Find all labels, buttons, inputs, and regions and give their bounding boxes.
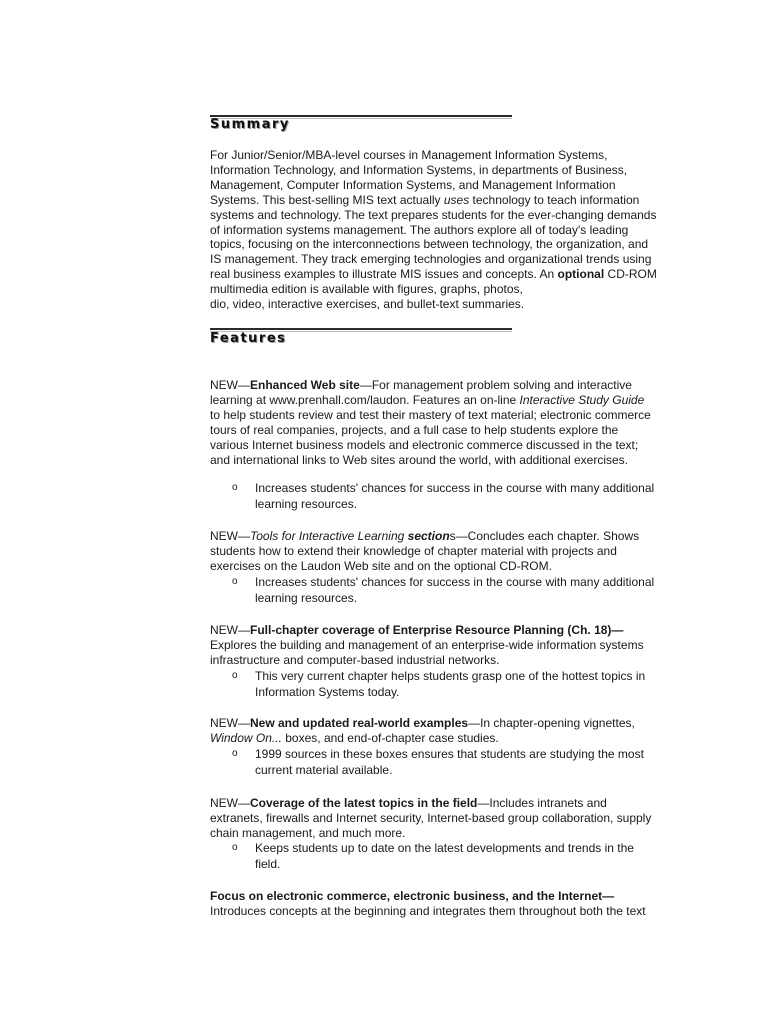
feature-paragraph-web-site bbox=[210, 378, 682, 467]
text-line: Window On... boxes, and end-of-chapter case studies. bbox=[210, 730, 499, 745]
bullet-text-line: This very current chapter helps students grasp one of the hottest topics in bbox=[255, 669, 646, 683]
bullet-marker: o bbox=[232, 576, 238, 587]
bullet-text bbox=[255, 480, 680, 512]
text-line: infrastructure and computer-based industrial networks. bbox=[210, 652, 500, 667]
text-line: NEW—Coverage of the latest topics in the field—Includes intranets and bbox=[210, 796, 607, 810]
text-line: IS management. They track emerging technologies and organizational trends using bbox=[210, 252, 652, 267]
bullet-text-line: Information Systems today. bbox=[255, 685, 400, 699]
text-line: and international links to Web sites around the world, with additional exercises. bbox=[210, 452, 629, 467]
feature-paragraph-interactive-learning bbox=[210, 529, 682, 574]
bullet-text-line: 1999 sources in these boxes ensures that students are studying the most bbox=[255, 747, 644, 761]
bullet-text-line: Increases students' chances for success in the course with many additional bbox=[255, 575, 655, 589]
feature-paragraph-e-commerce bbox=[210, 889, 682, 919]
text-line: exercises on the Laudon Web site and on the optional CD-ROM. bbox=[210, 558, 552, 573]
text-line: Explores the building and management of an enterprise-wide information systems bbox=[210, 637, 644, 652]
bullet-text-line: field. bbox=[255, 857, 281, 871]
bullet-marker: o bbox=[232, 842, 238, 853]
summary-heading: Summary bbox=[210, 117, 290, 132]
text-line: NEW—Full-chapter coverage of Enterprise Resource Planning (Ch. 18)— bbox=[210, 623, 624, 637]
features-heading: Features bbox=[210, 331, 287, 346]
text-line: of information systems management. The authors explore all of today's leading bbox=[210, 222, 629, 237]
bullet-text bbox=[255, 668, 680, 700]
bullet-text-line: Keeps students up to date on the latest developments and trends in the bbox=[255, 841, 634, 855]
bullet-text bbox=[255, 840, 680, 872]
text-line: to help students review and test their mastery of text material; electronic commerce bbox=[210, 407, 651, 422]
text-line: NEW—New and updated real-world examples—In chapter-opening vignettes, bbox=[210, 716, 635, 730]
text-line: Introduces concepts at the beginning and integrates them throughout both the text bbox=[210, 903, 646, 918]
text-line: multimedia edition is available with figures, graphs, photos, bbox=[210, 282, 523, 297]
text-line: systems and technology. The text prepares students for the ever-changing demands bbox=[210, 207, 657, 222]
text-line: tours of real companies, projects, and a full case to help students explore the bbox=[210, 422, 619, 437]
feature-paragraph-erp bbox=[210, 623, 682, 668]
bullet-text bbox=[255, 746, 680, 778]
text-line: Information Technology, and Information Systems, in departments of Business, bbox=[210, 162, 628, 177]
bullet-marker: o bbox=[232, 748, 238, 759]
text-line: chain management, and much more. bbox=[210, 825, 406, 840]
text-line: students how to extend their knowledge of chapter material with projects and bbox=[210, 543, 617, 558]
text-line: various Internet business models and electronic commerce discussed in the text; bbox=[210, 437, 639, 452]
text-line: dio, video, interactive exercises, and bullet-text summaries. bbox=[210, 297, 525, 312]
bullet-text-line: learning resources. bbox=[255, 497, 358, 511]
bullet-text-line: current material available. bbox=[255, 763, 393, 777]
text-line: learning at www.prenhall.com/laudon. Features an on-line Interactive Study Guide bbox=[210, 392, 645, 407]
text-line: Focus on electronic commerce, electronic business, and the Internet— bbox=[210, 889, 615, 903]
bullet-text bbox=[255, 574, 680, 606]
bullet-text-line: learning resources. bbox=[255, 591, 358, 605]
text-line: NEW—Enhanced Web site—For management problem solving and interactive bbox=[210, 378, 632, 392]
bullet-text-line: Increases students' chances for success in the course with many additional bbox=[255, 481, 655, 495]
bullet-marker: o bbox=[232, 670, 238, 681]
text-line: extranets, firewalls and Internet security, Internet-based group collaboration, supply bbox=[210, 810, 652, 825]
feature-paragraph-latest-topics bbox=[210, 796, 682, 841]
text-line: Management, Computer Information Systems, and Management Information bbox=[210, 177, 616, 192]
text-line: Systems. This best-selling MIS text actually uses technology to teach information bbox=[210, 192, 640, 207]
text-line: NEW—Tools for Interactive Learning sections—Concludes each chapter. Shows bbox=[210, 529, 640, 543]
text-line: real business examples to illustrate MIS issues and concepts. An optional CD-ROM bbox=[210, 267, 657, 282]
bullet-marker: o bbox=[232, 482, 238, 493]
text-line: topics, focusing on the interconnections between technology, the organization, and bbox=[210, 237, 649, 252]
text-line: For Junior/Senior/MBA-level courses in Management Information Systems, bbox=[210, 148, 608, 162]
feature-paragraph-real-world-examples bbox=[210, 716, 682, 746]
summary-paragraph bbox=[210, 148, 682, 312]
